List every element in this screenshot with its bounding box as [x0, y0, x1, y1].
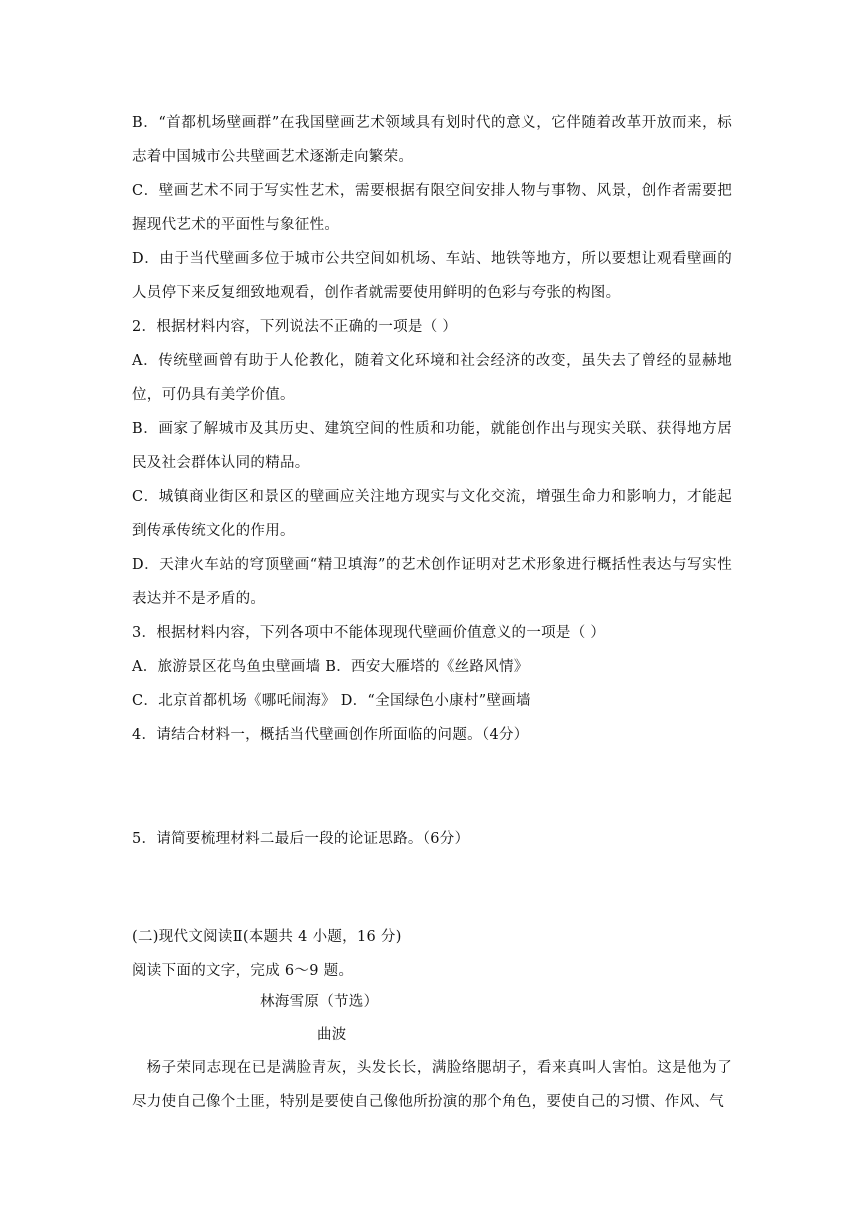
section-heading: (二)现代文阅读Ⅱ(本题共 4 小题，16 分)	[132, 929, 402, 945]
q3-stem: 3．根据材料内容，下列各项中不能体现现代壁画价值意义的一项是（ ）	[132, 625, 606, 641]
q3-options-cd: C．北京首都机场《哪吒闹海》 D．“全国绿色小康村”壁画墙	[132, 693, 531, 709]
q2-stem: 2．根据材料内容，下列说法不正确的一项是（ ）	[132, 319, 458, 335]
q2-option-c: C．城镇商业街区和景区的壁画应关注地方现实与文化交流，增强生命力和影响力，才能起到传承传统文化的作用。	[132, 489, 732, 539]
section-instruction: 阅读下面的文字，完成 6～9 题。	[132, 963, 354, 979]
passage-author: 曲波	[317, 1027, 347, 1043]
q1-option-c: C．壁画艺术不同于写实性艺术，需要根据有限空间安排人物与事物、风景，创作者需要把握现代艺术的平面性与象征性。	[132, 183, 732, 233]
q4-stem: 4．请结合材料一，概括当代壁画创作所面临的问题。（4分）	[132, 727, 529, 743]
q1-option-d: D．由于当代壁画多位于城市公共空间如机场、车站、地铁等地方，所以要想让观看壁画的人员停下来反复细致地观看，创作者就需要使用鲜明的色彩与夸张的构图。	[132, 251, 732, 301]
q1-option-b: B．“首都机场壁画群”在我国壁画艺术领域具有划时代的意义，它伴随着改革开放而来，标志着中国城市公共壁画艺术逐渐走向繁荣。	[132, 115, 732, 165]
q3-options-ab: A．旅游景区花鸟鱼虫壁画墙 B．西安大雁塔的《丝路风情》	[132, 659, 529, 675]
q5-stem: 5．请简要梳理材料二最后一段的论证思路。（6分）	[132, 831, 470, 847]
passage-title: 林海雪原（节选）	[260, 994, 379, 1010]
q2-option-a: A．传统壁画曾有助于人伦教化，随着文化环境和社会经济的改变，虽失去了曾经的显赫地位，可仍具有美学价值。	[132, 353, 732, 403]
q2-option-b: B．画家了解城市及其历史、建筑空间的性质和功能，就能创作出与现实关联、获得地方居民及社会群体认同的精品。	[132, 421, 732, 471]
passage-body: 杨子荣同志现在已是满脸青灰，头发长长，满脸络腮胡子，看来真叫人害怕。这是他为了尽力使自己像个土匪，特别是要使自己像他所扮演的那个角色，要使自己的习惯、作风、气	[132, 1060, 732, 1110]
q2-option-d: D．天津火车站的穹顶壁画“精卫填海”的艺术创作证明对艺术形象进行概括性表达与写实性表达并不是矛盾的。	[132, 557, 732, 607]
